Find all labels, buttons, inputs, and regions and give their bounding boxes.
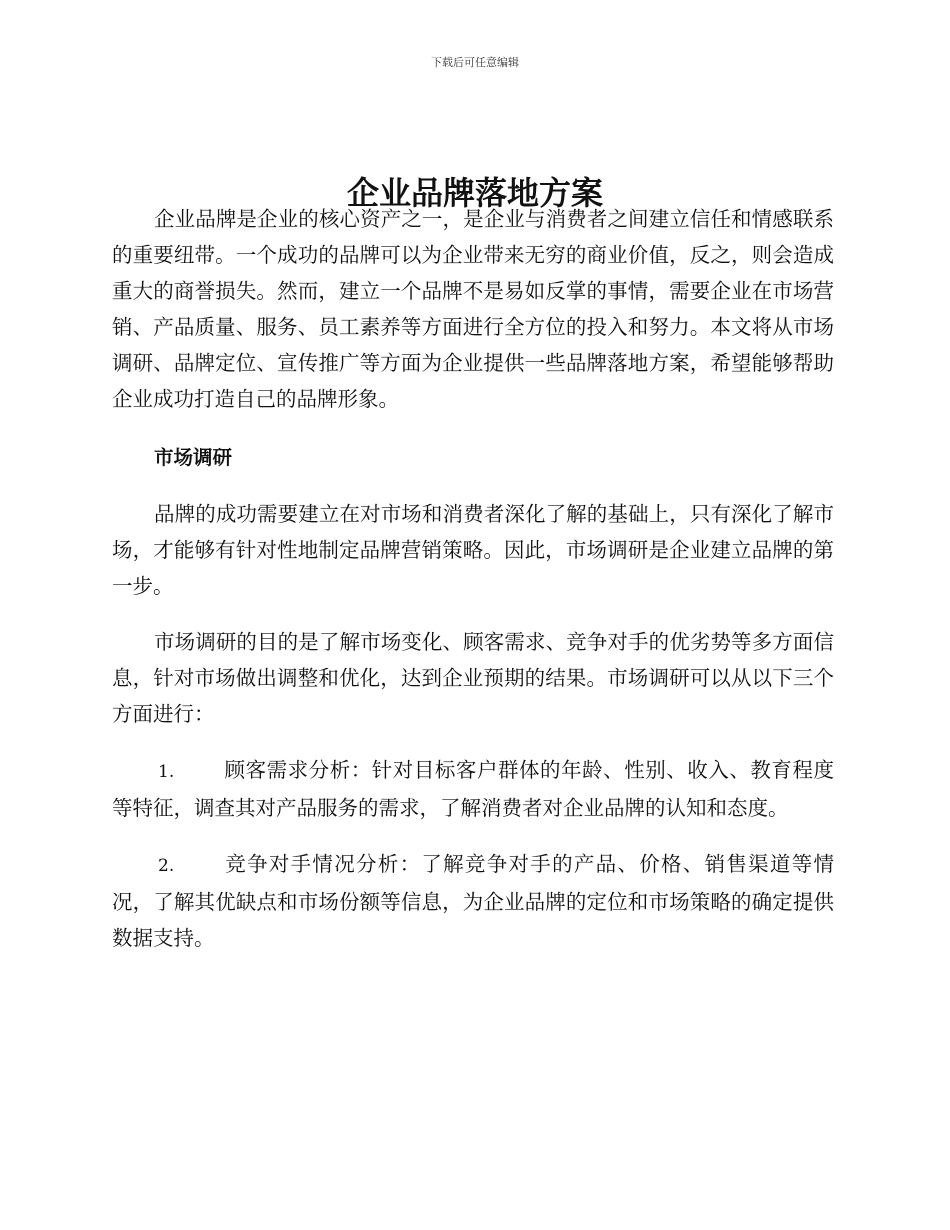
section-heading: 市场调研 — [154, 446, 233, 469]
list-item — [112, 846, 834, 956]
section-market-research — [112, 440, 834, 956]
document-body — [112, 201, 834, 956]
list-text: 顾客需求分析：针对目标客户群体的年龄、性别、收入、教育程度等特征，调查其对产品服务的需求，了解消费者对企业品牌的认知和态度。 — [112, 758, 834, 820]
intro-paragraph: 企业品牌是企业的核心资产之一，是企业与消费者之间建立信任和情感联系的重要纽带。一个成功的品牌可以为企业带来无穷的商业价值，反之，则会造成重大的商誉损失。然而，建立一个品牌不是易如反掌的事情，需要企业在市场营销、产品质量、服务、员工素养等方面进行全方位的投入和努力。本文将从市场调研、品牌定位、宣传推广等方面为企业提供一些品牌落地方案，希望能够帮助企业成功打造自己的品牌形象。 — [112, 207, 834, 411]
list-text: 竞争对手情况分析：了解竞争对手的产品、价格、销售渠道等情况，了解其优缺点和市场份额等信息，为企业品牌的定位和市场策略的确定提供数据支持。 — [112, 852, 834, 950]
list-number: 1. — [158, 762, 175, 782]
list-number: 2. — [158, 856, 175, 876]
header-note: 下载后可任意编辑 — [431, 56, 519, 69]
list-item — [112, 752, 834, 826]
body-paragraph: 市场调研的目的是了解市场变化、顾客需求、竞争对手的优劣势等多方面信息，针对市场做出调整和优化，达到企业预期的结果。市场调研可以从以下三个方面进行： — [112, 630, 834, 726]
document-title: 企业品牌落地方案 — [346, 174, 603, 213]
body-paragraph: 品牌的成功需要建立在对市场和消费者深化了解的基础上，只有深化了解市场，才能够有针对性地制定品牌营销策略。因此，市场调研是企业建立品牌的第一步。 — [112, 502, 834, 598]
